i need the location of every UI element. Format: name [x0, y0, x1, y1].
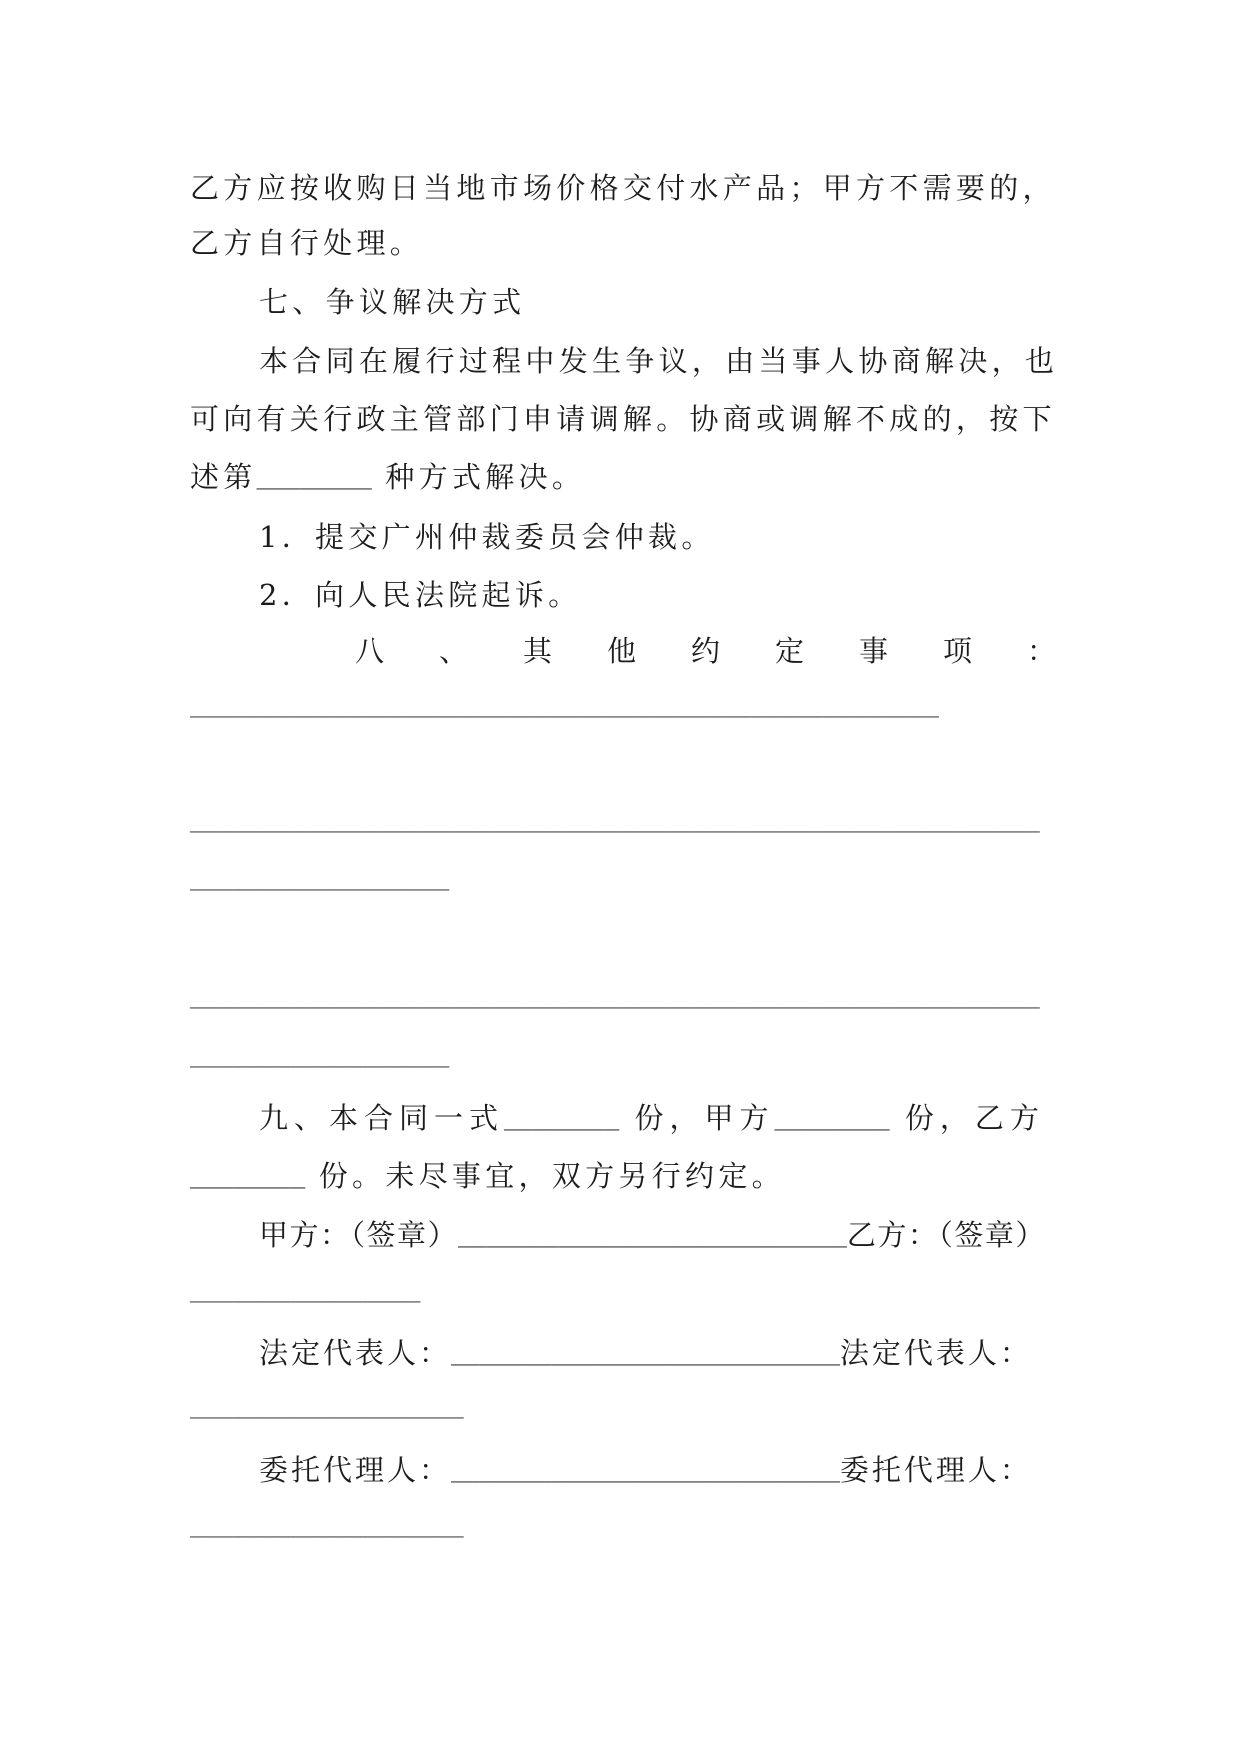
section7-body-line3-suffix: 种方式解决。 — [371, 460, 586, 494]
party-a-seal-label: 甲方：（签章） — [259, 1218, 459, 1252]
section9-copies-text: 九、本合同一式 — [259, 1101, 505, 1135]
section6-line1: 乙方应按收购日当地市场价格交付水产品；甲方不需要的， — [190, 171, 1056, 205]
section8-blank-line: ____________________________________________________ — [190, 696, 939, 723]
section7-option1: 1．提交广州仲裁委员会仲裁。 — [259, 520, 715, 554]
section8-blank-line: ___________________________________________________________ — [190, 987, 1040, 1014]
section9-party-a-text: 份，甲方 — [619, 1101, 775, 1135]
agent-a-blank: ___________________________ — [451, 1461, 840, 1488]
total-copies-blank: ________ — [504, 1109, 620, 1136]
section9-line2-text: 份。未尽事宜，双方另行约定。 — [305, 1159, 785, 1193]
agent-a-label: 委托代理人： — [259, 1453, 452, 1487]
section8-blank-line: ___________________________________________________________ — [190, 811, 1040, 838]
section6-line2: 乙方自行处理。 — [190, 226, 424, 260]
section7-option2: 2．向人民法院起诉。 — [259, 578, 582, 612]
section7-body-line3-prefix: 述第 — [190, 460, 257, 494]
agent-b-label: 委托代理人： — [839, 1453, 1032, 1487]
party-b-seal-label: 乙方：（签章） — [846, 1218, 1046, 1252]
section7-body-line1: 本合同在履行过程中发生争议，由当事人协商解决，也 — [259, 344, 1059, 378]
section7-heading: 七、争议解决方式 — [259, 285, 526, 319]
agent-line — [259, 1450, 1032, 1495]
section9-party-b-text: 份，乙方 — [889, 1101, 1045, 1135]
seal-line — [259, 1215, 1046, 1260]
agent-b-blank: ___________________ — [190, 1516, 464, 1543]
party-b-copies-blank: ________ — [190, 1167, 306, 1194]
section7-body-line3 — [190, 457, 585, 502]
legal-rep-a-label: 法定代表人： — [259, 1336, 452, 1370]
legal-rep-b-blank: ___________________ — [190, 1397, 464, 1424]
section9-line2 — [190, 1156, 785, 1201]
party-b-seal-blank: ________________ — [190, 1281, 421, 1308]
party-a-seal-blank: ___________________________ — [458, 1226, 847, 1253]
dispute-method-blank: ________ — [256, 468, 372, 495]
section8-blank-line: __________________ — [190, 869, 450, 896]
section7-body-line2: 可向有关行政主管部门申请调解。协商或调解不成的，按下 — [190, 402, 1056, 436]
legal-rep-line — [259, 1333, 1032, 1378]
party-a-copies-blank: ________ — [774, 1109, 890, 1136]
legal-rep-a-blank: ___________________________ — [451, 1344, 840, 1371]
section8-blank-line: __________________ — [190, 1046, 450, 1073]
section8-heading: 八、其他约定事项： — [355, 634, 1112, 668]
legal-rep-b-label: 法定代表人： — [839, 1336, 1032, 1370]
section9-line1 — [259, 1098, 1045, 1143]
